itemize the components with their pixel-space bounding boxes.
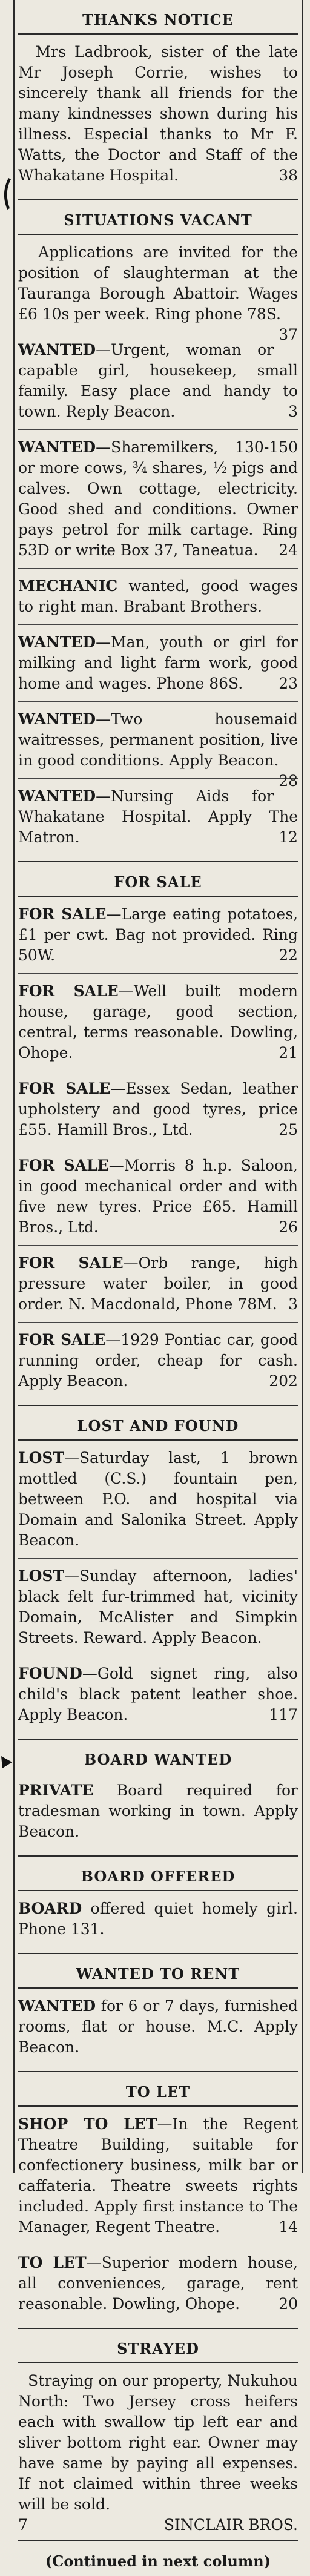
ad-text: —Two housemaid waitresses, permanent position, live in good conditions. Apply Beacon.	[18, 710, 298, 769]
ad-text: —In the Regent Theatre Building, suitable for confectionery business, milk bar or caffateria. Theatre sweets rights included. Apply first instance to The Manager, Regent Theatre.	[18, 2115, 298, 2236]
ad-lead: FOR SALE	[18, 1254, 124, 1272]
ad-text: —Saturday last, 1 brown mottled (C.S.) fountain pen, between P.O. and hospital via Domain and Salonika Street. Apply Beacon.	[18, 1449, 298, 1549]
ad-text: —Urgent, woman or capable girl, housekeep, small family. Easy place and handy to town. Reply Beacon.	[18, 341, 298, 420]
ad-number: 37	[279, 326, 298, 343]
classified-ad	[18, 436, 298, 569]
classified-ad	[18, 339, 298, 430]
ad-text: —Sunday afternoon, ladies' black felt fur-trimmed hat, vicinity Domain, McAlister and Simpkin Streets. Reward. Apply Beacon.	[18, 1567, 298, 1646]
strayed-ad	[18, 2370, 298, 2515]
section-heading: LOST AND FOUND	[18, 1415, 298, 1441]
ad-number: 28	[279, 772, 298, 790]
ad-number: 22	[279, 946, 298, 964]
ad-lead: FOR SALE	[18, 905, 107, 923]
ad-number: 21	[279, 1044, 298, 1062]
ad-text: —Orb range, high pressure water boiler, in good order. N. Macdonald, Phone 78M.	[18, 1254, 298, 1313]
ad-text: —Large eating potatoes, £1 per cwt. Bag not provided. Ring 50W.	[18, 905, 298, 964]
thanks-notice-ad	[18, 41, 298, 193]
ad-text: —Essex Sedan, leather upholstery and good tyres, price £55. Hamill Bros., Ltd.	[18, 1080, 298, 1138]
for-sale-section	[18, 861, 298, 1399]
ad-number: 117	[269, 1706, 298, 1723]
ad-text: offered quiet homely girl. Phone 131.	[18, 1900, 298, 1938]
ad-text: wanted, good wages to right man. Brabant Brothers.	[18, 577, 298, 615]
ad-list	[18, 1779, 298, 1849]
ad-text: —Sharemilkers, 130-150 or more cows, ¾ shares, ½ pigs and calves. Own cottage, electricity. Good shed and conditions. Owner pays petrol for milk cartage. Ring 53D or write Box 37, Taneatua.	[18, 438, 298, 559]
ad-lead: WANTED	[18, 1997, 96, 2015]
ad-lead: WANTED	[18, 710, 96, 728]
classified-ad	[18, 1565, 298, 1656]
classifieds-column	[13, 0, 303, 2570]
ad-number: 3	[288, 1295, 298, 1313]
ad-number: 24	[279, 541, 298, 559]
classified-ad	[18, 785, 298, 855]
classified-ad	[18, 1154, 298, 1246]
ad-lead: MECHANIC	[18, 577, 118, 595]
ad-number: 12	[279, 828, 298, 846]
ad-number: 3	[288, 403, 298, 420]
signature: SINCLAIR BROS.	[163, 2516, 298, 2534]
ad-number: 25	[279, 1121, 298, 1138]
ad-number: 7	[18, 2516, 28, 2534]
situations-vacant-section	[18, 199, 298, 855]
continued-note: (Continued in next column)	[45, 2552, 271, 2570]
ad-text: —Superior modern house, all conveniences, garage, rent reasonable. Dowling, Ohope.	[18, 2254, 298, 2313]
ad-list	[18, 1995, 298, 2065]
ad-text: —Morris 8 h.p. Saloon, in good mechanical order and with five new tyres. Price £65. Hamill Bros., Ltd.	[18, 1157, 298, 1236]
section-heading: WANTED TO RENT	[18, 1963, 298, 1989]
section-heading: BOARD WANTED	[84, 1751, 232, 1768]
wanted-to-rent-section	[18, 1953, 298, 2065]
thanks-notice-section	[18, 0, 298, 193]
classified-ad	[18, 241, 298, 343]
classified-ad	[18, 1329, 298, 1399]
ad-lead: PRIVATE	[18, 1782, 94, 1799]
ad-lead: WANTED	[18, 633, 96, 651]
ad-list	[18, 1447, 298, 1732]
ad-text: —Well built modern house, garage, good section, central, terms reasonable. Dowling, Ohope.	[18, 982, 298, 1062]
ad-text: —Gold signet ring, also child's black patent leather shoe. Apply Beacon.	[18, 1665, 298, 1723]
ad-lead: FOR SALE	[18, 1157, 109, 1174]
board-wanted-section	[18, 1739, 298, 1849]
strayed-signature-line	[18, 2515, 298, 2535]
to-let-section	[18, 2071, 298, 2322]
classified-ad	[18, 1662, 298, 1732]
ad-number: 23	[279, 675, 298, 692]
ad-text: for 6 or 7 days, furnished rooms, flat or house. M.C. Apply Beacon.	[18, 1997, 298, 2056]
ad-list	[18, 903, 298, 1399]
section-heading: BOARD OFFERED	[18, 1865, 298, 1891]
margin-blot	[0, 176, 13, 189]
ad-lead: TO LET	[18, 2254, 87, 2271]
ad-number: 20	[279, 2295, 298, 2313]
margin-blot	[0, 1750, 13, 1763]
ad-text: —Nursing Aids for Whakatane Hospital. Apply The Matron.	[18, 787, 298, 846]
classified-ad	[18, 575, 298, 625]
classified-ad	[18, 2113, 298, 2245]
ad-lead: FOR SALE	[18, 1331, 106, 1349]
section-heading: FOR SALE	[18, 871, 298, 897]
ad-number: 202	[269, 1372, 298, 1390]
classified-ad	[18, 1995, 298, 2065]
ad-text: —Man, youth or girl for milking and light farm work, good home and wages. Phone 86S.	[18, 633, 298, 692]
ad-lead: FOUND	[18, 1665, 82, 1682]
ad-lead: FOR SALE	[18, 1080, 111, 1097]
classified-ad	[18, 631, 298, 702]
ad-number: 14	[279, 2218, 298, 2236]
ad-lead: LOST	[18, 1567, 65, 1585]
section-heading: THANKS NOTICE	[18, 8, 298, 35]
ad-lead: WANTED	[18, 341, 96, 358]
ad-list	[18, 1897, 298, 1947]
ad-lead: SHOP TO LET	[18, 2115, 157, 2133]
ad-text: Mrs Ladbrook, sister of the late Mr Joseph Corrie, wishes to sincerely thank all friends for the many kindnesses shown during his illness. Especial thanks to Mr F. Watts, the Doctor and Staff of the Whakatane Hospital.	[18, 43, 298, 184]
ad-number: 26	[279, 1218, 298, 1236]
classified-ad	[18, 1779, 298, 1849]
ad-lead: WANTED	[18, 438, 96, 456]
ad-number: 38	[279, 167, 298, 184]
strayed-section	[18, 2328, 298, 2576]
ad-lead: LOST	[18, 1449, 65, 1467]
classified-ad	[18, 708, 298, 790]
ad-lead: WANTED	[18, 787, 96, 805]
ad-lead: BOARD	[18, 1900, 82, 1917]
classified-ad	[18, 1447, 298, 1559]
board-offered-section	[18, 1855, 298, 1947]
classified-ad	[18, 2251, 298, 2322]
section-heading: SITUATIONS VACANT	[18, 209, 298, 235]
ad-lead: FOR SALE	[18, 982, 119, 1000]
ad-list	[18, 2113, 298, 2322]
classified-ad	[18, 1252, 298, 1323]
ad-text: —1929 Pontiac car, good running order, cheap for cash. Apply Beacon.	[18, 1331, 298, 1390]
ad-text: Straying on our property, Nukuhou North: Two Jersey cross heifers each with swallow tip left ear and sliver bottom right ear. Owner may have same by paying all expenses. If not claimed within three weeks will be sold.	[18, 2372, 298, 2513]
classified-ad	[18, 1897, 298, 1947]
classified-ad	[18, 980, 298, 1071]
section-heading: STRAYED	[18, 2337, 298, 2363]
classified-ad	[18, 1077, 298, 1148]
lost-and-found-section	[18, 1405, 298, 1732]
section-heading: TO LET	[18, 2081, 298, 2107]
ad-list	[18, 241, 298, 855]
classified-ad	[18, 903, 298, 974]
ad-text: Board required for tradesman working in town. Apply Beacon.	[18, 1782, 298, 1840]
ad-text: Applications are invited for the position of slaughterman at the Tauranga Borough Abattoir. Wages £6 10s per week. Ring phone 78S.	[18, 243, 298, 323]
